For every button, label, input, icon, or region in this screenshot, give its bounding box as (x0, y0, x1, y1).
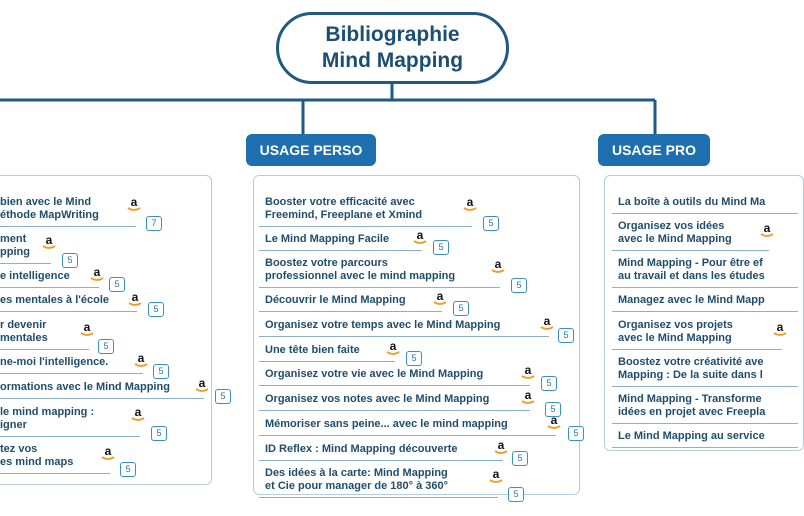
perso-item-line: ID Reflex : Mind Mapping découverte (265, 443, 458, 455)
left-item-line: ormations avec le Mind Mapping (0, 381, 170, 393)
pro-item-line: Boostez votre créativité ave (618, 356, 764, 368)
left-item-line: bien avec le Mind (0, 196, 92, 208)
amazon-logo-icon[interactable] (194, 377, 210, 393)
perso-item-line: Boostez votre parcours (265, 257, 388, 269)
svg-text:a: a (763, 221, 771, 235)
item-underline (612, 213, 798, 214)
item-underline (0, 311, 137, 312)
svg-text:a: a (137, 351, 145, 365)
rating-badge: 5 (406, 351, 422, 366)
amazon-logo-icon[interactable] (127, 291, 143, 307)
pro-item-line: Mapping : De la suite dans l (618, 369, 763, 381)
rating-badge: 7 (146, 216, 162, 231)
item-underline (259, 410, 530, 411)
item-underline (0, 398, 204, 399)
amazon-logo-icon[interactable] (100, 445, 116, 461)
amazon-logo-icon[interactable] (385, 340, 401, 356)
left-item[interactable] (0, 270, 70, 283)
perso-item[interactable] (265, 344, 360, 357)
pro-item-line: Mind Mapping - Pour être ef (618, 257, 763, 269)
item-underline (612, 287, 798, 288)
amazon-logo-icon[interactable] (520, 364, 536, 380)
svg-text:a: a (543, 314, 551, 328)
svg-text:a: a (776, 320, 784, 334)
rating-badge: 5 (511, 278, 527, 293)
svg-text:a: a (131, 290, 139, 304)
amazon-logo-icon[interactable] (759, 222, 775, 238)
pro-item[interactable] (618, 294, 765, 307)
amazon-logo-icon[interactable] (89, 266, 105, 282)
branch-usage-pro[interactable]: USAGE PRO (598, 134, 710, 166)
item-underline (259, 311, 442, 312)
item-underline (612, 423, 798, 424)
item-underline (259, 250, 422, 251)
left-item-line: pping (0, 246, 30, 258)
svg-text:a: a (497, 438, 505, 452)
svg-text:a: a (524, 363, 532, 377)
rating-badge: 5 (215, 389, 231, 404)
left-item[interactable] (0, 356, 108, 369)
item-underline (612, 386, 798, 387)
item-underline (259, 435, 556, 436)
rating-badge: 5 (120, 462, 136, 477)
svg-text:a: a (83, 320, 91, 334)
item-underline (0, 436, 140, 437)
pro-item[interactable] (618, 196, 765, 209)
perso-item[interactable] (265, 294, 406, 307)
pro-item-line: Managez avec le Mind Mapp (618, 294, 765, 306)
item-underline (259, 287, 500, 288)
pro-item[interactable] (618, 319, 733, 345)
root-title-line1: Bibliographie (325, 23, 460, 46)
svg-text:a: a (524, 388, 532, 402)
left-item-line: e intelligence (0, 270, 70, 282)
item-underline (0, 373, 143, 374)
svg-text:a: a (93, 265, 101, 279)
pro-item-line: avec le Mind Mapping (618, 233, 732, 245)
perso-item-line: Une tête bien faite (265, 344, 360, 356)
amazon-logo-icon[interactable] (130, 406, 146, 422)
left-item-line: tez vos (0, 443, 38, 455)
item-underline (259, 361, 395, 362)
item-underline (0, 473, 110, 474)
svg-text:a: a (45, 233, 53, 247)
perso-item[interactable] (265, 467, 448, 493)
item-underline (612, 349, 782, 350)
amazon-logo-icon[interactable] (133, 352, 149, 368)
perso-item-line: Le Mind Mapping Facile (265, 233, 390, 245)
left-item-line: igner (0, 419, 27, 431)
perso-item[interactable] (265, 418, 508, 431)
item-underline (259, 226, 472, 227)
pro-item-line: Le Mind Mapping au service (618, 430, 765, 442)
perso-item[interactable] (265, 368, 483, 381)
pro-item[interactable] (618, 257, 765, 283)
pro-item[interactable] (618, 220, 732, 246)
perso-item-line: Organisez votre vie avec le Mind Mapping (265, 368, 484, 380)
amazon-logo-icon[interactable] (126, 196, 142, 212)
branch-usage-perso[interactable]: USAGE PERSO (246, 134, 376, 166)
left-item[interactable] (0, 381, 170, 394)
perso-item-line: Mémoriser sans peine... avec le mind mapping (265, 418, 508, 430)
item-underline (0, 263, 51, 264)
left-item[interactable] (0, 294, 109, 307)
perso-item-line: professionnel avec le mind mapping (265, 270, 456, 282)
left-item-line: mentales (0, 332, 48, 344)
svg-text:a: a (466, 195, 474, 209)
svg-text:a: a (130, 195, 138, 209)
left-item[interactable] (0, 233, 30, 259)
rating-badge: 5 (483, 216, 499, 231)
amazon-logo-icon[interactable] (41, 234, 57, 250)
perso-item-line: Booster votre efficacité avec (265, 196, 415, 208)
svg-text:a: a (104, 444, 112, 458)
rating-badge: 5 (541, 376, 557, 391)
item-underline (259, 336, 549, 337)
perso-item[interactable] (265, 233, 389, 246)
pro-item-line: La boîte à outils du Mind Ma (618, 196, 766, 208)
amazon-logo-icon[interactable] (79, 321, 95, 337)
pro-item[interactable] (618, 393, 765, 419)
left-item-line: es mentales à l'école (0, 294, 110, 306)
left-item-line: éthode MapWriting (0, 209, 99, 221)
left-item[interactable] (0, 319, 48, 345)
svg-text:a: a (134, 405, 142, 419)
perso-item-line: Des idées à la carte: Mind Mapping (265, 467, 448, 479)
perso-item[interactable] (265, 443, 458, 456)
item-underline (0, 226, 136, 227)
amazon-logo-icon[interactable] (493, 439, 509, 455)
item-underline (612, 447, 798, 448)
amazon-logo-icon[interactable] (539, 315, 555, 331)
svg-text:a: a (416, 228, 424, 242)
pro-item-line: au travail et dans les études (618, 270, 765, 282)
rating-badge: 5 (545, 402, 561, 417)
rating-badge: 5 (151, 426, 167, 441)
perso-item-line: Organisez votre temps avec le Mind Mapping (265, 319, 501, 331)
rating-badge: 5 (62, 253, 78, 268)
rating-badge: 5 (148, 302, 164, 317)
item-underline (259, 385, 530, 386)
left-item[interactable] (0, 406, 94, 432)
item-underline (259, 497, 498, 498)
rating-badge: 5 (453, 301, 469, 316)
amazon-logo-icon[interactable] (772, 321, 788, 337)
root-title-line2: Mind Mapping (321, 49, 464, 72)
amazon-logo-icon[interactable] (546, 414, 562, 430)
rating-badge: 5 (433, 240, 449, 255)
rating-badge: 5 (512, 451, 528, 466)
amazon-logo-icon[interactable] (432, 290, 448, 306)
amazon-logo-icon[interactable] (488, 468, 504, 484)
amazon-logo-icon[interactable] (412, 229, 428, 245)
left-item[interactable] (0, 196, 99, 222)
rating-badge: 5 (98, 339, 114, 354)
pro-item-line: Organisez vos idées (618, 220, 725, 232)
root-node[interactable] (276, 12, 509, 84)
pro-item[interactable] (618, 430, 765, 443)
perso-item-line: Organisez vos notes avec le Mind Mapping (265, 393, 490, 405)
perso-item[interactable] (265, 196, 422, 222)
amazon-logo-icon[interactable] (490, 258, 506, 274)
item-underline (612, 250, 769, 251)
left-item[interactable] (0, 443, 73, 469)
rating-badge: 5 (558, 328, 574, 343)
pro-item-line: Mind Mapping - Transforme (618, 393, 762, 405)
svg-text:a: a (550, 413, 558, 427)
left-item-line: ment (0, 233, 27, 245)
left-item-line: ne-moi l'intelligence. (0, 356, 109, 368)
perso-item[interactable] (265, 393, 489, 406)
rating-badge: 5 (568, 426, 584, 441)
svg-text:a: a (389, 339, 397, 353)
amazon-logo-icon[interactable] (520, 389, 536, 405)
pro-item-line: avec le Mind Mapping (618, 332, 732, 344)
perso-item[interactable] (265, 319, 500, 332)
rating-badge: 5 (153, 364, 169, 379)
perso-item-line: et Cie pour manager de 180° à 360° (265, 480, 449, 492)
pro-item-line: idées en projet avec Freepla (618, 406, 766, 418)
perso-item-line: Freemind, Freeplane et Xmind (265, 209, 423, 221)
item-underline (259, 460, 503, 461)
left-item-line: r devenir (0, 319, 47, 331)
perso-item-line: Découvrir le Mind Mapping (265, 294, 406, 306)
svg-text:a: a (436, 289, 444, 303)
item-underline (0, 349, 89, 350)
svg-text:a: a (492, 467, 500, 481)
perso-item[interactable] (265, 257, 455, 283)
pro-item-line: Organisez vos projets (618, 319, 733, 331)
left-item-line: le mind mapping : (0, 406, 95, 418)
svg-text:a: a (494, 257, 502, 271)
left-item-line: es mind maps (0, 456, 74, 468)
rating-badge: 5 (508, 487, 524, 502)
item-underline (0, 287, 99, 288)
rating-badge: 5 (109, 277, 125, 292)
svg-text:a: a (198, 376, 206, 390)
amazon-logo-icon[interactable] (462, 196, 478, 212)
item-underline (612, 311, 798, 312)
pro-item[interactable] (618, 356, 764, 382)
